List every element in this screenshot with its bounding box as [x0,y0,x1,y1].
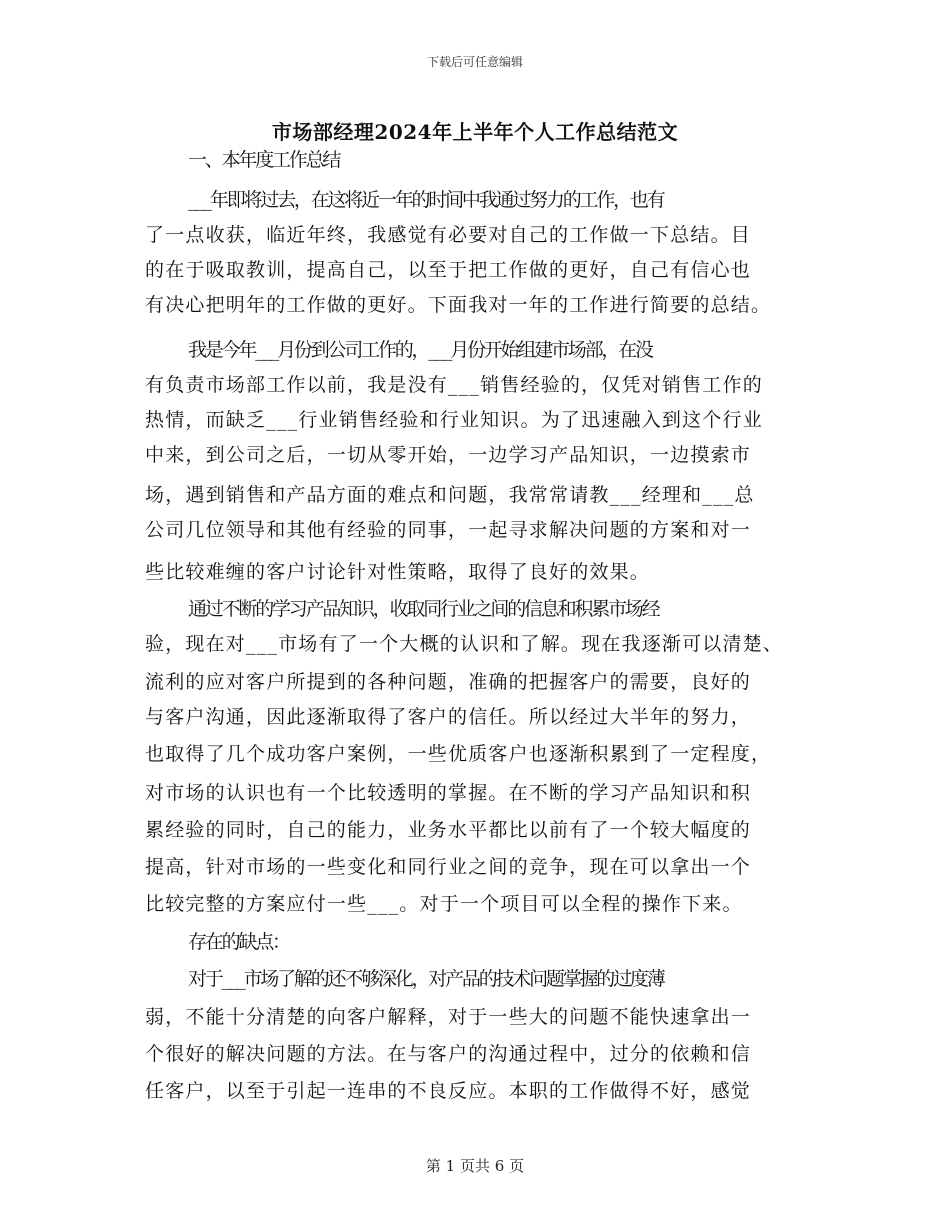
paragraph-line: 我是今年___月份到公司工作的，___月份开始组建市场部，在没 [188,339,652,361]
paragraph-line: 也取得了几个成功客户案例，一些优质客户也逐渐积累到了一定程度， [145,743,772,765]
paragraph-line: 流利的应对客户所提到的各种问题，准确的把握客户的需要，良好的 [145,671,752,693]
paragraph-line: 弱，不能十分清楚的向客户解释，对于一些大的问题不能快速拿出一 [145,1006,752,1028]
header-note: 下载后可任意编辑 [426,55,523,69]
paragraph-line: 的在于吸取教训，提高自己，以至于把工作做的更好，自己有信心也 [145,259,752,281]
paragraph-line: 通过不断的学习产品知识，收取同行业之间的信息和积累市场经 [188,598,659,620]
paragraph-line: ___年即将过去，在这将近一年的时间中我通过努力的工作，也有 [188,189,664,211]
document-title: 市场部经理2024年上半年个人工作总结范文 [271,120,679,144]
paragraph-line: 公司几位领导和其他有经验的同事，一起寻求解决问题的方案和对一 [145,519,752,541]
paragraph-line: 了一点收获，临近年终，我感觉有必要对自己的工作做一下总结。目 [145,224,752,246]
paragraph-line: 中来，到公司之后，一切从零开始，一边学习产品知识，一边摸索市 [145,444,752,466]
paragraph-line: 些比较难缠的客户讨论针对性策略，取得了良好的效果。 [145,561,651,583]
paragraph-line: 一、本年度工作总结 [188,149,340,171]
paragraph-line: 有决心把明年的工作做的更好。下面我对一年的工作进行简要的总结。 [145,294,772,316]
paragraph-line: 热情，而缺乏___行业销售经验和行业知识。为了迅速融入到这个行业 [145,409,763,431]
paragraph-line: 场，遇到销售和产品方面的难点和问题，我常常请教___经理和___总 [145,484,755,506]
paragraph-line: 与客户沟通，因此逐渐取得了客户的信任。所以经过大半年的努力， [145,706,752,728]
paragraph-line: 存在的缺点： [188,931,289,953]
paragraph-line: 对于___市场了解的还不够深化，对产品的技术问题掌握的过度薄 [188,968,664,990]
page-number-footer: 第 1 页共 6 页 [425,1157,525,1175]
paragraph-line: 任客户，以至于引起一连串的不良反应。本职的工作做得不好，感觉 [145,1080,752,1102]
paragraph-line: 累经验的同时，自己的能力，业务水平都比以前有了一个较大幅度的 [145,819,752,841]
paragraph-line: 有负责市场部工作以前，我是没有___销售经验的，仅凭对销售工作的 [145,374,763,396]
paragraph-line: 比较完整的方案应付一些___。对于一个项目可以全程的操作下来。 [145,893,743,915]
paragraph-line: 对市场的认识也有一个比较透明的掌握。在不断的学习产品知识和积 [145,782,752,804]
paragraph-line: 提高，针对市场的一些变化和同行业之间的竞争，现在可以拿出一个 [145,856,752,878]
paragraph-line: 个很好的解决问题的方法。在与客户的沟通过程中，过分的依赖和信 [145,1043,752,1065]
paragraph-line: 验，现在对___市场有了一个大概的认识和了解。现在我逐渐可以清楚、 [145,633,784,655]
